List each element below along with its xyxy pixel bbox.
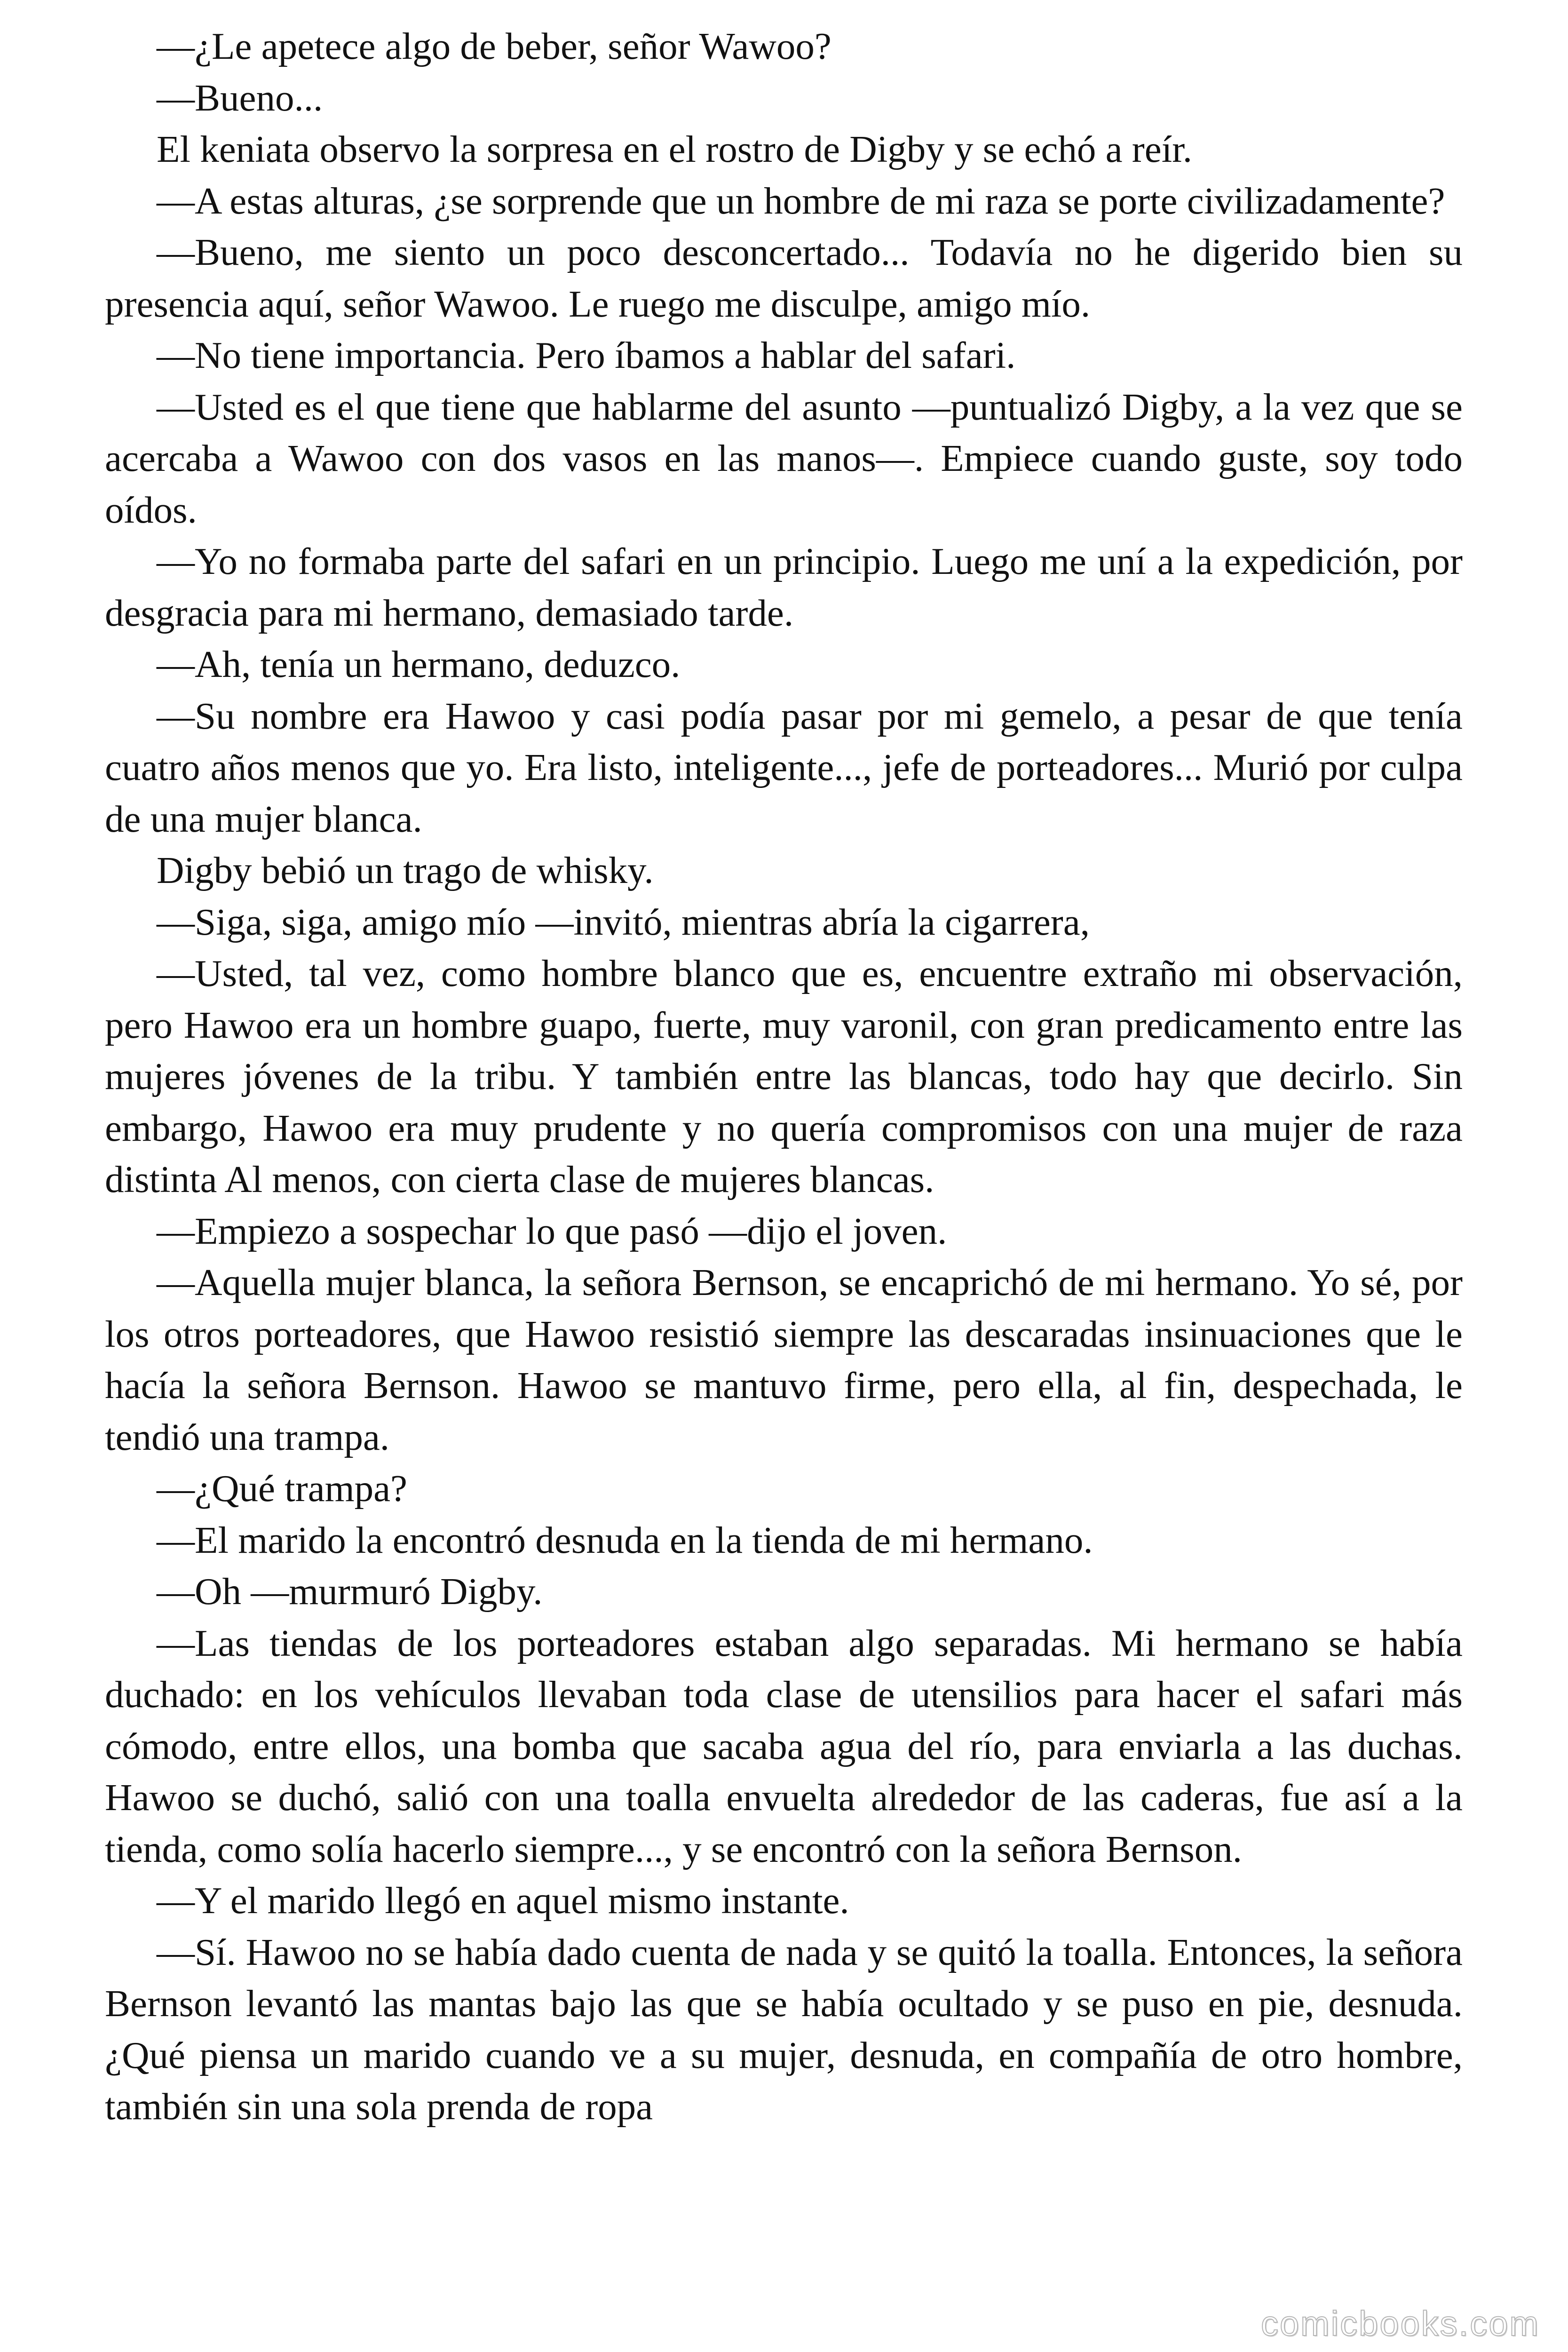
paragraph: —Sí. Hawoo no se había dado cuenta de nada y se quitó la toalla. Entonces, la señora Bernson levantó las mantas bajo las que se había ocultado y se puso en pie, desnuda. ¿Qué piensa un marido cuando ve a su mujer, desnuda, en compañía de otro hombre, también sin una sola prenda de ropa xyxy=(105,1931,1463,2128)
paragraph: El keniata observo la sorpresa en el rostro de Digby y se echó a reír. xyxy=(157,128,1192,170)
paragraph: —Bueno... xyxy=(157,76,323,119)
paragraph: —Su nombre era Hawoo y casi podía pasar por mi gemelo, a pesar de que tenía cuatro años menos que yo. Era listo, inteligente..., jefe de porteadores... Murió por culpa de una mujer blanca. xyxy=(105,694,1463,840)
paragraph: —Empiezo a sospechar lo que pasó —dijo el joven. xyxy=(157,1209,947,1252)
watermark: comicbooks.com xyxy=(1260,2304,1540,2343)
paragraph: —Yo no formaba parte del safari en un principio. Luego me uní a la expedición, por desgracia para mi hermano, demasiado tarde. xyxy=(105,540,1463,634)
paragraph: —El marido la encontró desnuda en la tienda de mi hermano. xyxy=(157,1518,1093,1561)
paragraph: —Usted es el que tiene que hablarme del asunto —puntualizó Digby, a la vez que se acercaba a Wawoo con dos vasos en las manos—. Empiece cuando guste, soy todo oídos. xyxy=(105,385,1463,531)
paragraph: —Las tiendas de los porteadores estaban algo separadas. Mi hermano se había duchado: en los vehículos llevaban toda clase de utensilios para hacer el safari más cómodo, entre ellos, una bomba que sacaba agua del río, para enviarla a las duchas. Hawoo se duchó, salió con una toalla envuelta alrededor de las caderas, fue así a la tienda, como solía hacerlo siempre..., y se encontró con la señora Bernson. xyxy=(105,1621,1463,1870)
paragraph: —Siga, siga, amigo mío —invitó, mientras abría la cigarrera, xyxy=(157,900,1090,943)
paragraph: —¿Le apetece algo de beber, señor Wawoo? xyxy=(157,25,832,67)
book-page xyxy=(105,21,1463,2133)
paragraph: —Usted, tal vez, como hombre blanco que es, encuentre extraño mi observación, pero Hawoo era un hombre guapo, fuerte, muy varonil, con gran predicamento entre las mujeres jóvenes de la tribu. Y también entre las blancas, todo hay que decirlo. Sin embargo, Hawoo era muy prudente y no quería compromisos con una mujer de raza distinta Al menos, con cierta clase de mujeres blancas. xyxy=(105,952,1463,1200)
paragraph: —Bueno, me siento un poco desconcertado... Todavía no he digerido bien su presencia aquí, señor Wawoo. Le ruego me disculpe, amigo mío. xyxy=(105,231,1463,325)
paragraph: —Ah, tenía un hermano, deduzco. xyxy=(157,643,681,685)
paragraph: —Y el marido llegó en aquel mismo instante. xyxy=(157,1879,849,1922)
paragraph: —¿Qué trampa? xyxy=(157,1467,407,1510)
paragraph: —Aquella mujer blanca, la señora Bernson, se encaprichó de mi hermano. Yo sé, por los otros porteadores, que Hawoo resistió siempre las descaradas insinuaciones que le hacía la señora Bernson. Hawoo se mantuvo firme, pero ella, al fin, despechada, le tendió una trampa. xyxy=(105,1261,1463,1458)
paragraph: —A estas alturas, ¿se sorprende que un hombre de mi raza se porte civilizadamente? xyxy=(157,179,1445,222)
paragraph: Digby bebió un trago de whisky. xyxy=(157,849,654,891)
paragraph: —No tiene importancia. Pero íbamos a hablar del safari. xyxy=(157,334,1016,376)
paragraph: —Oh —murmuró Digby. xyxy=(157,1570,543,1613)
